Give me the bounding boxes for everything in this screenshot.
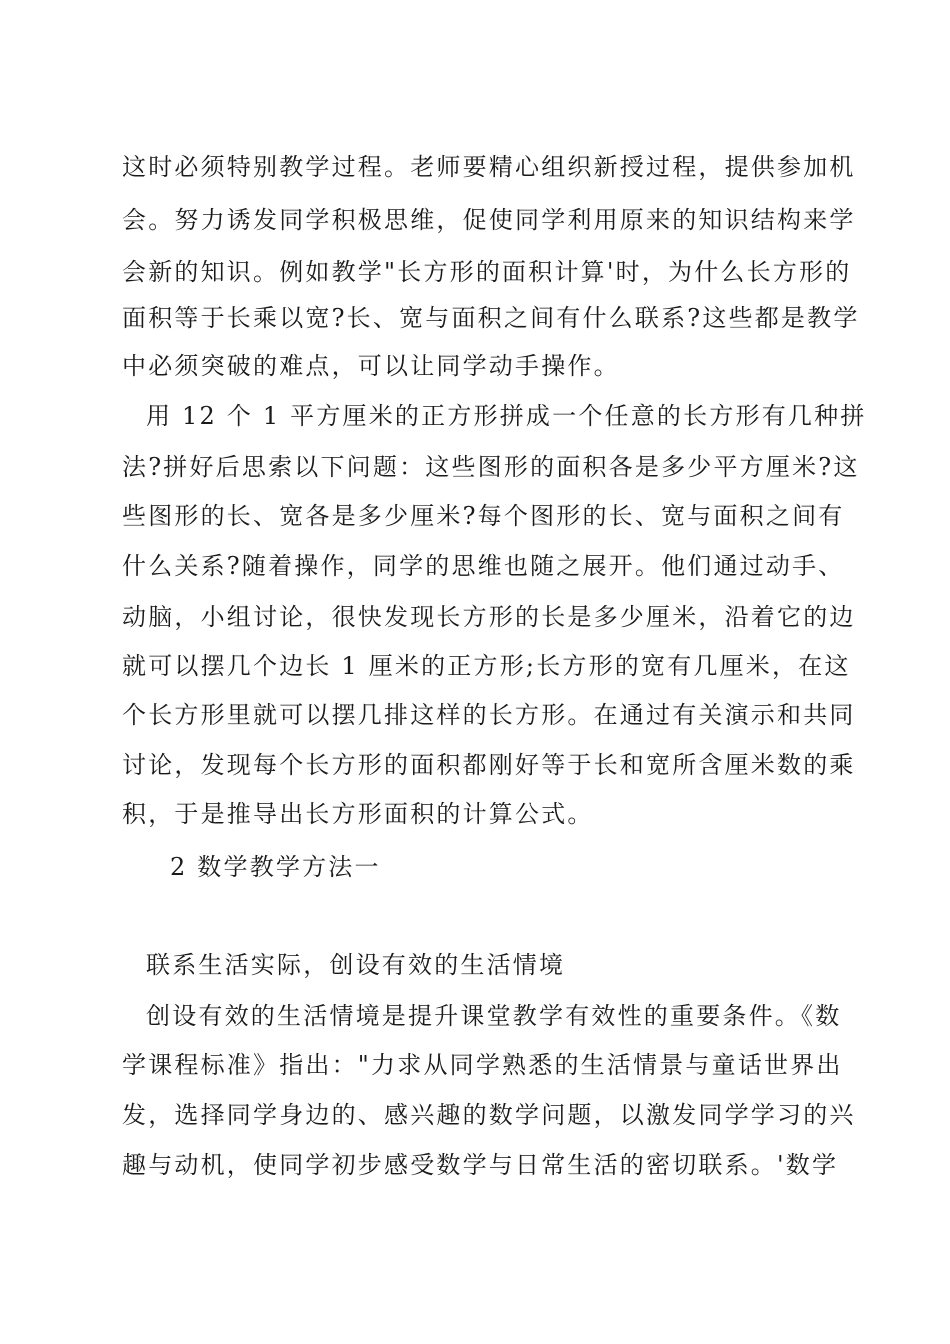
paragraph2-line-6: 就可以摆几个边长 1 厘米的正方形;长方形的宽有几厘米，在这 [122, 652, 851, 680]
paragraph2-line-2: 法?拼好后思索以下问题：这些图形的面积各是多少平方厘米?这 [122, 453, 860, 481]
paragraph2-line-1: 用 12 个 1 平方厘米的正方形拼成一个任意的长方形有几种拼 [146, 402, 867, 430]
paragraph1-line-2: 会。努力诱发同学积极思维，促使同学利用原来的知识结构来学 [122, 206, 856, 234]
paragraph2-line-8: 讨论，发现每个长方形的面积都刚好等于长和宽所含厘米数的乘 [122, 751, 856, 779]
paragraph1-line-1: 这时必须特别教学过程。老师要精心组织新授过程，提供参加机 [122, 153, 856, 181]
paragraph2-line-7: 个长方形里就可以摆几排这样的长方形。在通过有关演示和共同 [122, 701, 856, 729]
paragraph2-line-9: 积，于是推导出长方形面积的计算公式。 [122, 800, 594, 828]
paragraph3-line-1: 创设有效的生活情境是提升课堂教学有效性的重要条件。《数 [146, 1002, 842, 1030]
paragraph3-line-2: 学课程标准》指出："力求从同学熟悉的生活情景与童话世界出 [122, 1051, 843, 1079]
subheading: 联系生活实际，创设有效的生活情境 [146, 951, 566, 979]
paragraph1-line-5: 中必须突破的难点，可以让同学动手操作。 [122, 352, 620, 380]
paragraph3-line-4: 趣与动机，使同学初步感受数学与日常生活的密切联系。'数学 [122, 1151, 839, 1179]
paragraph2-line-4: 什么关系?随着操作，同学的思维也随之展开。他们通过动手、 [122, 552, 845, 580]
paragraph1-line-4: 面积等于长乘以宽?长、宽与面积之间有什么联系?这些都是教学 [122, 304, 860, 332]
paragraph2-line-5: 动脑，小组讨论，很快发现长方形的长是多少厘米，沿着它的边 [122, 603, 856, 631]
paragraph2-line-3: 些图形的长、宽各是多少厘米?每个图形的长、宽与面积之间有 [122, 502, 845, 530]
section-heading: 2 数学教学方法一 [170, 853, 381, 881]
paragraph1-line-3: 会新的知识。例如教学"长方形的面积计算'时，为什么长方形的 [122, 258, 852, 286]
paragraph3-line-3: 发，选择同学身边的、感兴趣的数学问题，以激发同学学习的兴 [122, 1101, 856, 1129]
